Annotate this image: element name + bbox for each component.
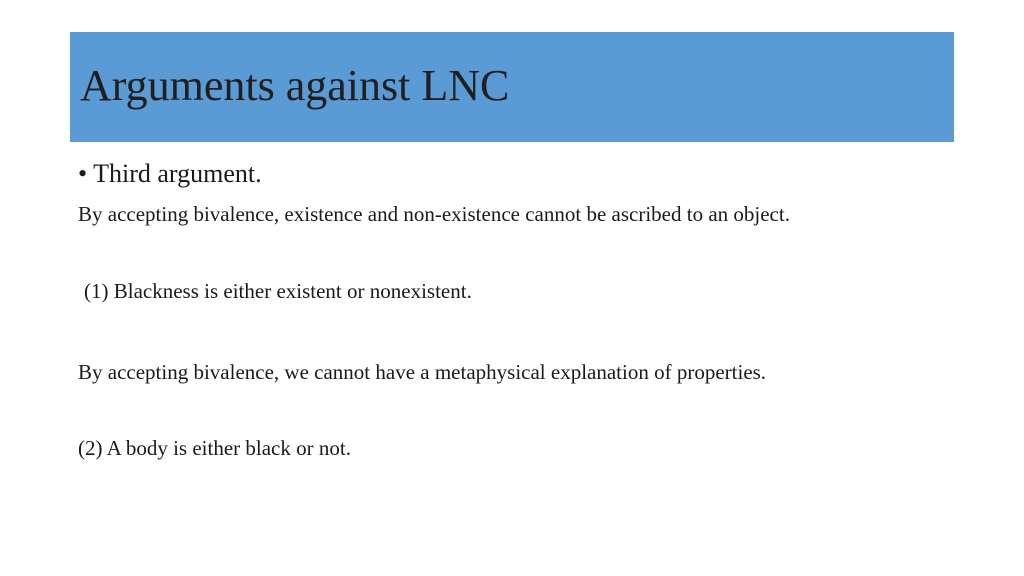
body-line-4: (2) A body is either black or not. — [78, 436, 351, 460]
body-line-2: (1) Blackness is either existent or nonexistent. — [84, 279, 472, 303]
body-line-3: By accepting bivalence, we cannot have a metaphysical explanation of properties. — [78, 360, 767, 384]
body-line-1: By accepting bivalence, existence and non-existence cannot be ascribed to an object. — [78, 202, 790, 226]
bullet-icon: • — [78, 159, 88, 188]
bullet-text: Third argument. — [93, 159, 262, 188]
title-bar — [70, 32, 954, 142]
slide-title: Arguments against LNC — [80, 61, 510, 110]
bullet-item — [78, 158, 262, 190]
